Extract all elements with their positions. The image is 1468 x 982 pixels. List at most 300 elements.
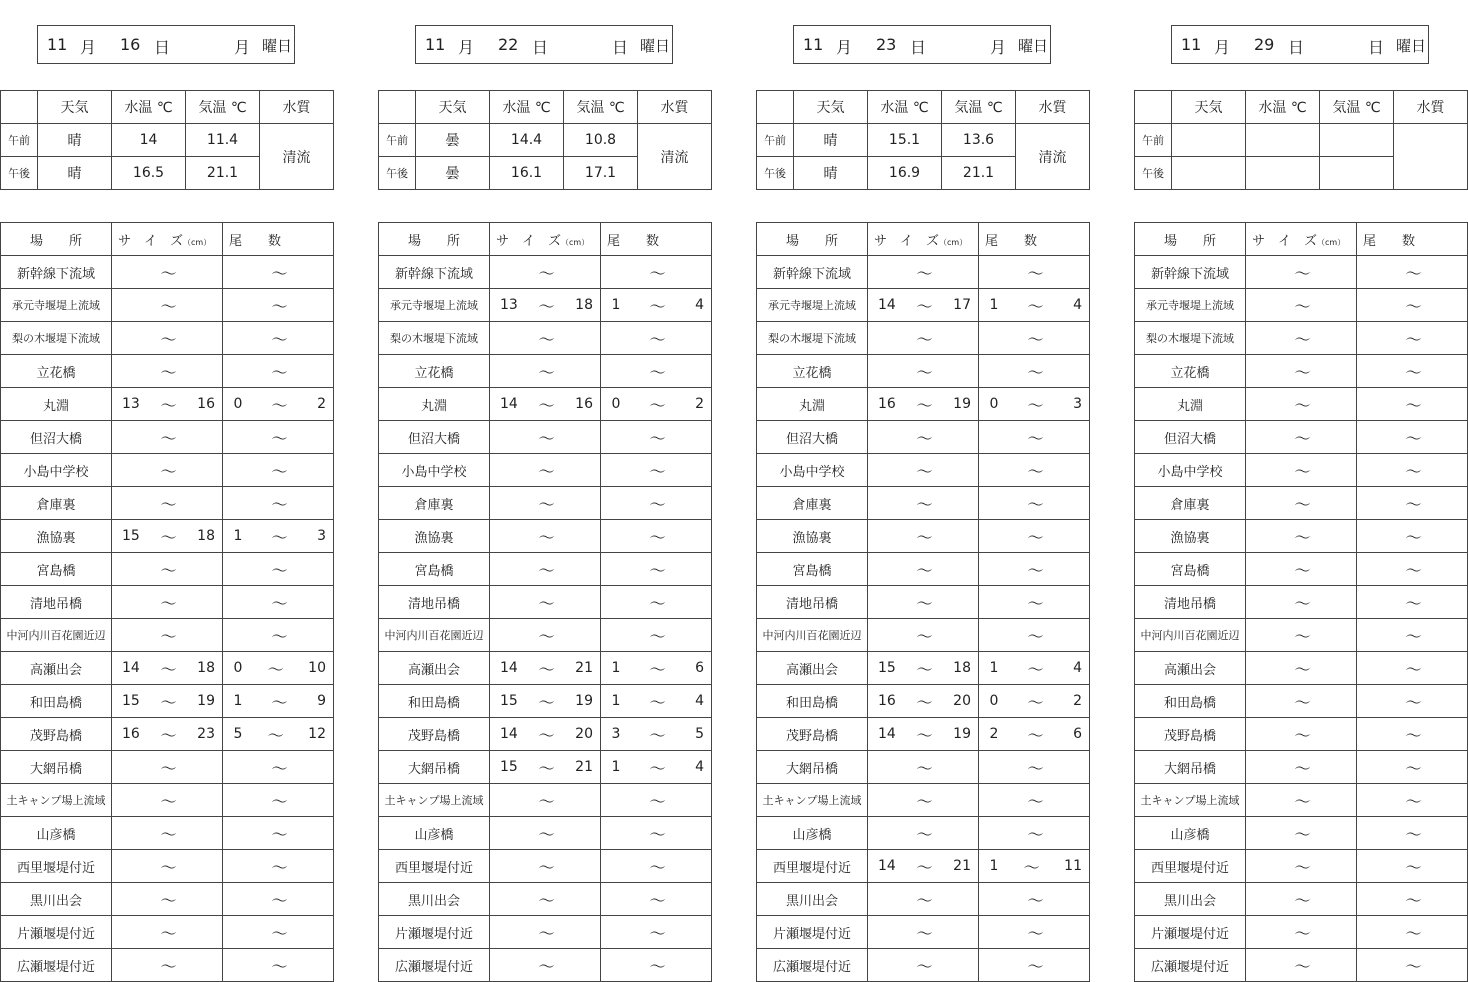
size-range	[490, 553, 601, 586]
size-range	[490, 487, 601, 520]
range-tilde: 〜	[1294, 857, 1311, 877]
range-tilde: 〜	[538, 560, 555, 580]
count-range	[223, 619, 334, 652]
size-range	[490, 619, 601, 652]
table-row	[1135, 784, 1468, 817]
location-name: 黒川出会	[1135, 883, 1246, 916]
month-value: 11	[803, 35, 824, 54]
range-tilde: 〜	[1294, 758, 1311, 778]
count-range	[979, 751, 1090, 784]
count-range	[1357, 685, 1468, 718]
count-range	[1357, 322, 1468, 355]
location-name: 新幹線下流域	[1135, 256, 1246, 289]
range-tilde: 〜	[916, 428, 933, 448]
range-tilde: 〜	[916, 758, 933, 778]
location-name: 和田島橋	[757, 685, 868, 718]
size-header-label: サ イ ズ	[118, 233, 184, 249]
table-row	[757, 256, 1090, 289]
count-range	[1357, 256, 1468, 289]
air-temp-header: 気温 ℃	[1320, 91, 1394, 124]
range-tilde: 〜	[160, 362, 177, 382]
range-tilde: 〜	[916, 329, 933, 349]
count-range	[223, 388, 334, 421]
location-name: 丸淵	[1, 388, 112, 421]
size-max: 19	[953, 726, 971, 742]
count-min: 0	[989, 396, 999, 412]
count-range	[979, 850, 1090, 883]
count-range	[979, 883, 1090, 916]
day-panel	[0, 0, 334, 982]
count-range	[1357, 355, 1468, 388]
count-range	[223, 685, 334, 718]
count-range	[1357, 784, 1468, 817]
range-tilde: 〜	[160, 329, 177, 349]
range-tilde: 〜	[160, 263, 177, 283]
table-row	[757, 718, 1090, 751]
range-tilde: 〜	[538, 626, 555, 646]
am-air-temp	[1320, 124, 1394, 157]
catch-table	[378, 222, 712, 982]
location-name: 小島中学校	[379, 454, 490, 487]
range-tilde: 〜	[649, 527, 666, 547]
table-row	[379, 817, 712, 850]
count-min: 1	[233, 693, 243, 709]
weather-header: 天気	[416, 91, 490, 124]
location-name: 西里堰堤付近	[757, 850, 868, 883]
count-range	[601, 619, 712, 652]
count-range	[1357, 751, 1468, 784]
location-name: 土キャンプ場上流域	[1, 784, 112, 817]
count-range	[601, 355, 712, 388]
range-tilde: 〜	[271, 593, 288, 613]
pm-water-temp	[1246, 157, 1320, 190]
location-name: 新幹線下流域	[1, 256, 112, 289]
pm-water-temp: 16.1	[490, 157, 564, 190]
count-range	[1357, 817, 1468, 850]
size-range	[868, 322, 979, 355]
range-tilde: 〜	[1294, 362, 1311, 382]
count-max: 4	[695, 759, 704, 775]
range-tilde: 〜	[1027, 362, 1044, 382]
range-tilde: 〜	[1294, 692, 1311, 712]
size-range	[490, 388, 601, 421]
count-range	[1357, 883, 1468, 916]
count-range	[223, 289, 334, 322]
range-tilde: 〜	[649, 824, 666, 844]
count-range	[979, 718, 1090, 751]
table-row	[1, 322, 334, 355]
size-range	[868, 355, 979, 388]
location-name: 山彦橋	[757, 817, 868, 850]
range-tilde: 〜	[160, 923, 177, 943]
range-tilde: 〜	[538, 758, 555, 778]
table-row	[1135, 652, 1468, 685]
range-tilde: 〜	[1405, 329, 1422, 349]
pm-label: 午後	[757, 157, 794, 190]
count-min: 0	[233, 660, 243, 676]
day-unit: 日	[910, 38, 927, 57]
size-range	[1246, 817, 1357, 850]
range-tilde: 〜	[538, 890, 555, 910]
range-tilde: 〜	[160, 494, 177, 514]
range-tilde: 〜	[271, 461, 288, 481]
location-name: 片瀬堰堤付近	[757, 916, 868, 949]
count-range	[979, 355, 1090, 388]
count-range	[979, 619, 1090, 652]
table-row	[757, 850, 1090, 883]
am-weather	[1172, 124, 1246, 157]
range-tilde: 〜	[160, 791, 177, 811]
location-name: 小島中学校	[1135, 454, 1246, 487]
range-tilde: 〜	[160, 560, 177, 580]
range-tilde: 〜	[916, 626, 933, 646]
table-row	[379, 520, 712, 553]
am-weather: 曇	[416, 124, 490, 157]
range-tilde: 〜	[1405, 560, 1422, 580]
size-range	[490, 520, 601, 553]
location-name: 茂野島橋	[1, 718, 112, 751]
range-tilde: 〜	[160, 692, 177, 712]
location-name: 清地吊橋	[1, 586, 112, 619]
range-tilde: 〜	[649, 857, 666, 877]
size-range	[1246, 784, 1357, 817]
size-range	[1246, 289, 1357, 322]
location-name: 漁協裏	[1, 520, 112, 553]
size-max: 18	[197, 660, 215, 676]
table-row	[1, 454, 334, 487]
table-row	[1, 553, 334, 586]
range-tilde: 〜	[538, 296, 555, 316]
range-tilde: 〜	[160, 428, 177, 448]
table-row	[1, 355, 334, 388]
range-tilde: 〜	[916, 692, 933, 712]
size-max: 20	[953, 693, 971, 709]
table-row	[1, 619, 334, 652]
location-name: 茂野島橋	[379, 718, 490, 751]
location-name: 丸淵	[1135, 388, 1246, 421]
size-max: 18	[953, 660, 971, 676]
range-tilde: 〜	[1405, 461, 1422, 481]
count-range	[1357, 289, 1468, 322]
range-tilde: 〜	[1405, 395, 1422, 415]
count-range	[223, 553, 334, 586]
catch-table	[0, 222, 334, 982]
range-tilde: 〜	[1294, 923, 1311, 943]
quality-header: 水質	[638, 91, 712, 124]
table-row	[757, 487, 1090, 520]
size-range	[490, 850, 601, 883]
range-tilde: 〜	[649, 329, 666, 349]
am-label: 午前	[1, 124, 38, 157]
range-tilde: 〜	[916, 857, 933, 877]
range-tilde: 〜	[1027, 791, 1044, 811]
count-range	[601, 817, 712, 850]
size-range	[490, 256, 601, 289]
range-tilde: 〜	[1405, 791, 1422, 811]
location-name: 黒川出会	[1, 883, 112, 916]
range-tilde: 〜	[1294, 824, 1311, 844]
range-tilde: 〜	[649, 263, 666, 283]
table-row	[1135, 421, 1468, 454]
size-min: 15	[500, 759, 518, 775]
size-header	[1246, 223, 1357, 256]
range-tilde: 〜	[538, 725, 555, 745]
size-range	[868, 949, 979, 982]
range-tilde: 〜	[1294, 329, 1311, 349]
size-unit: （cm）	[561, 237, 590, 247]
size-max: 23	[197, 726, 215, 742]
location-name: 高瀬出会	[1135, 652, 1246, 685]
weekday-value: 月	[990, 38, 1007, 57]
date-box	[1171, 25, 1429, 64]
catch-table	[756, 222, 1090, 982]
corner-cell	[379, 91, 416, 124]
location-name: 広瀬堰堤付近	[1135, 949, 1246, 982]
size-min: 14	[878, 726, 896, 742]
count-min: 3	[611, 726, 621, 742]
place-header: 場 所	[1135, 223, 1246, 256]
size-range	[868, 652, 979, 685]
size-range	[112, 883, 223, 916]
water-quality: 清流	[1016, 124, 1090, 190]
count-range	[223, 817, 334, 850]
count-max: 11	[1064, 858, 1082, 874]
day-value: 29	[1254, 35, 1275, 54]
table-row	[1135, 916, 1468, 949]
location-name: 土キャンプ場上流域	[757, 784, 868, 817]
location-name: 広瀬堰堤付近	[379, 949, 490, 982]
size-max: 16	[575, 396, 593, 412]
table-row	[1135, 289, 1468, 322]
table-row	[379, 784, 712, 817]
location-name: 立花橋	[379, 355, 490, 388]
table-row	[1135, 388, 1468, 421]
size-range	[1246, 487, 1357, 520]
table-row	[1, 520, 334, 553]
range-tilde: 〜	[916, 923, 933, 943]
range-tilde: 〜	[1405, 923, 1422, 943]
am-water-temp: 15.1	[868, 124, 942, 157]
range-tilde: 〜	[1294, 659, 1311, 679]
size-range	[490, 718, 601, 751]
corner-cell	[757, 91, 794, 124]
range-tilde: 〜	[1294, 428, 1311, 448]
location-name: 中河内川百花園近辺	[379, 619, 490, 652]
location-name: 和田島橋	[379, 685, 490, 718]
count-max: 6	[1073, 726, 1082, 742]
size-range	[868, 718, 979, 751]
range-tilde: 〜	[649, 560, 666, 580]
range-tilde: 〜	[538, 395, 555, 415]
range-tilde: 〜	[160, 527, 177, 547]
location-name: 漁協裏	[757, 520, 868, 553]
location-name: 宮島橋	[1135, 553, 1246, 586]
range-tilde: 〜	[1027, 494, 1044, 514]
size-range	[868, 883, 979, 916]
range-tilde: 〜	[649, 428, 666, 448]
size-range	[868, 520, 979, 553]
range-tilde: 〜	[916, 725, 933, 745]
size-min: 15	[122, 528, 140, 544]
count-range	[979, 454, 1090, 487]
count-header: 尾 数	[979, 223, 1090, 256]
table-row	[757, 685, 1090, 718]
range-tilde: 〜	[538, 857, 555, 877]
table-row	[379, 751, 712, 784]
range-tilde: 〜	[538, 461, 555, 481]
size-range	[1246, 883, 1357, 916]
count-range	[601, 883, 712, 916]
location-name: 承元寺堰堤上流域	[1135, 289, 1246, 322]
range-tilde: 〜	[916, 461, 933, 481]
size-range	[490, 949, 601, 982]
size-range	[1246, 256, 1357, 289]
place-header: 場 所	[1, 223, 112, 256]
range-tilde: 〜	[916, 890, 933, 910]
size-range	[490, 883, 601, 916]
count-range	[979, 586, 1090, 619]
water-quality: 清流	[638, 124, 712, 190]
location-name: 丸淵	[757, 388, 868, 421]
location-name: 土キャンプ場上流域	[379, 784, 490, 817]
table-row	[379, 718, 712, 751]
size-range	[1246, 388, 1357, 421]
table-row	[1135, 454, 1468, 487]
location-name: 高瀬出会	[757, 652, 868, 685]
table-row	[1, 949, 334, 982]
location-name: 山彦橋	[379, 817, 490, 850]
am-water-temp: 14	[112, 124, 186, 157]
count-range	[601, 850, 712, 883]
location-name: 小島中学校	[757, 454, 868, 487]
size-range	[112, 850, 223, 883]
location-name: 立花橋	[1, 355, 112, 388]
range-tilde: 〜	[649, 725, 666, 745]
size-max: 21	[575, 759, 593, 775]
location-name: 大網吊橋	[757, 751, 868, 784]
size-range	[112, 817, 223, 850]
pm-label: 午後	[1135, 157, 1172, 190]
count-range	[223, 751, 334, 784]
count-range	[979, 421, 1090, 454]
table-row	[379, 652, 712, 685]
day-unit: 日	[154, 38, 171, 57]
range-tilde: 〜	[1405, 725, 1422, 745]
size-range	[868, 256, 979, 289]
range-tilde: 〜	[160, 725, 177, 745]
weather-table	[378, 90, 712, 190]
size-range	[868, 421, 979, 454]
size-range	[112, 586, 223, 619]
count-range	[1357, 487, 1468, 520]
range-tilde: 〜	[1294, 527, 1311, 547]
table-row	[1135, 520, 1468, 553]
count-range	[223, 421, 334, 454]
range-tilde: 〜	[1294, 626, 1311, 646]
count-min: 5	[233, 726, 243, 742]
location-name: 広瀬堰堤付近	[757, 949, 868, 982]
size-range	[868, 553, 979, 586]
range-tilde: 〜	[160, 824, 177, 844]
range-tilde: 〜	[649, 626, 666, 646]
size-unit: （cm）	[1317, 237, 1346, 247]
table-row	[1135, 817, 1468, 850]
weather-header: 天気	[38, 91, 112, 124]
range-tilde: 〜	[271, 494, 288, 514]
am-label: 午前	[1135, 124, 1172, 157]
location-name: 黒川出会	[757, 883, 868, 916]
range-tilde: 〜	[1027, 725, 1044, 745]
count-min: 0	[611, 396, 621, 412]
size-range	[490, 322, 601, 355]
location-name: 大網吊橋	[1135, 751, 1246, 784]
size-range	[1246, 322, 1357, 355]
size-range	[1246, 619, 1357, 652]
table-row	[379, 256, 712, 289]
size-range	[490, 421, 601, 454]
range-tilde: 〜	[1294, 461, 1311, 481]
range-tilde: 〜	[538, 659, 555, 679]
location-name: 宮島橋	[379, 553, 490, 586]
range-tilde: 〜	[1027, 956, 1044, 976]
range-tilde: 〜	[649, 791, 666, 811]
range-tilde: 〜	[160, 461, 177, 481]
count-min: 1	[233, 528, 243, 544]
quality-header: 水質	[260, 91, 334, 124]
range-tilde: 〜	[1027, 659, 1044, 679]
range-tilde: 〜	[649, 395, 666, 415]
size-min: 14	[500, 726, 518, 742]
range-tilde: 〜	[649, 659, 666, 679]
count-range	[1357, 586, 1468, 619]
size-range	[1246, 586, 1357, 619]
size-range	[490, 784, 601, 817]
range-tilde: 〜	[538, 329, 555, 349]
count-range	[979, 916, 1090, 949]
table-row	[1135, 322, 1468, 355]
range-tilde: 〜	[1405, 494, 1422, 514]
table-row	[1135, 586, 1468, 619]
pm-air-temp	[1320, 157, 1394, 190]
size-range	[490, 355, 601, 388]
range-tilde: 〜	[271, 923, 288, 943]
am-air-temp: 10.8	[564, 124, 638, 157]
location-name: 倉庫裏	[1135, 487, 1246, 520]
range-tilde: 〜	[271, 626, 288, 646]
size-range	[112, 322, 223, 355]
size-range	[868, 850, 979, 883]
count-range	[1357, 619, 1468, 652]
range-tilde: 〜	[271, 791, 288, 811]
range-tilde: 〜	[649, 593, 666, 613]
count-range	[223, 652, 334, 685]
range-tilde: 〜	[271, 362, 288, 382]
count-header: 尾 数	[601, 223, 712, 256]
quality-header: 水質	[1016, 91, 1090, 124]
size-range	[112, 619, 223, 652]
table-row	[379, 949, 712, 982]
month-value: 11	[1181, 35, 1202, 54]
range-tilde: 〜	[538, 263, 555, 283]
count-range	[979, 256, 1090, 289]
table-row	[757, 322, 1090, 355]
date-box	[415, 25, 673, 64]
count-range	[979, 685, 1090, 718]
table-row	[757, 751, 1090, 784]
count-min: 1	[989, 297, 999, 313]
count-range	[601, 718, 712, 751]
range-tilde: 〜	[1023, 857, 1040, 877]
